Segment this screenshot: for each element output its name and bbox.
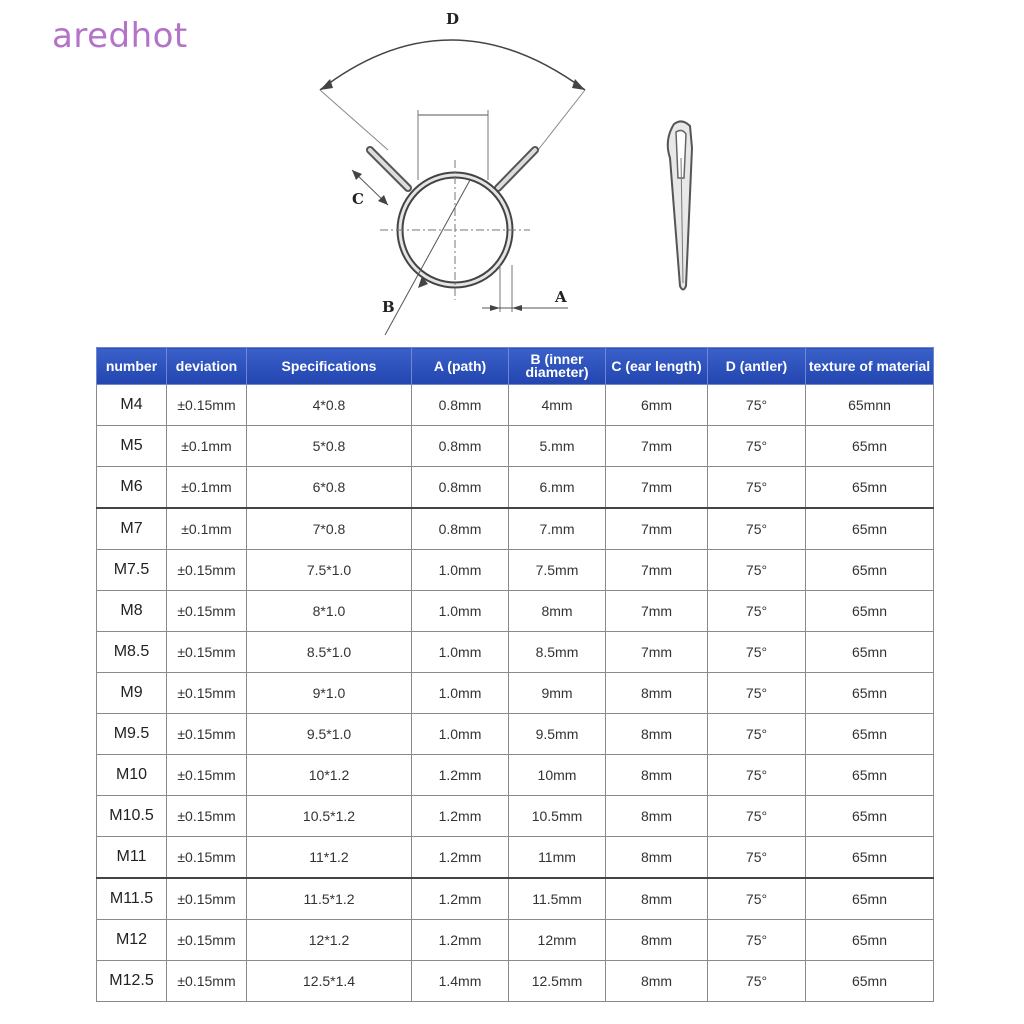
- cell-number: M6: [97, 467, 167, 509]
- cell-b: 12.5mm: [509, 961, 606, 1002]
- cell-a: 0.8mm: [412, 467, 509, 509]
- cell-a: 1.2mm: [412, 796, 509, 837]
- cell-c: 8mm: [606, 755, 708, 796]
- cell-number: M10.5: [97, 796, 167, 837]
- header-material: texture of material: [806, 348, 934, 385]
- cell-specifications: 12*1.2: [247, 920, 412, 961]
- cell-deviation: ±0.15mm: [167, 796, 247, 837]
- clip-ear-left: [370, 150, 408, 188]
- cell-specifications: 5*0.8: [247, 426, 412, 467]
- cell-specifications: 7*0.8: [247, 508, 412, 550]
- cell-deviation: ±0.15mm: [167, 920, 247, 961]
- cell-specifications: 7.5*1.0: [247, 550, 412, 591]
- cell-d: 75°: [708, 632, 806, 673]
- header-number: number: [97, 348, 167, 385]
- cell-d: 75°: [708, 467, 806, 509]
- clip-side-view: [650, 118, 710, 298]
- cell-b: 5.mm: [509, 426, 606, 467]
- cell-material: 65mn: [806, 426, 934, 467]
- cell-c: 7mm: [606, 591, 708, 632]
- cell-material: 65mn: [806, 673, 934, 714]
- cell-d: 75°: [708, 755, 806, 796]
- cell-deviation: ±0.1mm: [167, 426, 247, 467]
- header-d-antler: D (antler): [708, 348, 806, 385]
- cell-a: 1.0mm: [412, 632, 509, 673]
- cell-material: 65mn: [806, 632, 934, 673]
- cell-material: 65mn: [806, 467, 934, 509]
- cell-material: 65mn: [806, 878, 934, 920]
- cell-a: 1.4mm: [412, 961, 509, 1002]
- table-row: [97, 878, 934, 920]
- cell-material: 65mn: [806, 508, 934, 550]
- label-b: B: [382, 298, 395, 316]
- table-row: [97, 508, 934, 550]
- cell-d: 75°: [708, 714, 806, 755]
- cell-deviation: ±0.15mm: [167, 673, 247, 714]
- cell-c: 6mm: [606, 385, 708, 426]
- cell-a: 1.0mm: [412, 673, 509, 714]
- cell-specifications: 4*0.8: [247, 385, 412, 426]
- cell-number: M8: [97, 591, 167, 632]
- d-arc: [320, 40, 585, 90]
- cell-b: 9.5mm: [509, 714, 606, 755]
- cell-a: 1.0mm: [412, 550, 509, 591]
- cell-c: 8mm: [606, 878, 708, 920]
- cell-b: 4mm: [509, 385, 606, 426]
- cell-deviation: ±0.15mm: [167, 837, 247, 879]
- label-a: A: [555, 288, 567, 306]
- cell-a: 1.2mm: [412, 837, 509, 879]
- cell-material: 65mn: [806, 591, 934, 632]
- table-row: [97, 673, 934, 714]
- cell-d: 75°: [708, 837, 806, 879]
- cell-c: 8mm: [606, 796, 708, 837]
- cell-deviation: ±0.15mm: [167, 714, 247, 755]
- cell-d: 75°: [708, 920, 806, 961]
- cell-number: M11: [97, 837, 167, 879]
- cell-b: 10mm: [509, 755, 606, 796]
- cell-d: 75°: [708, 673, 806, 714]
- table-row: [97, 920, 934, 961]
- cell-specifications: 8*1.0: [247, 591, 412, 632]
- cell-material: 65mn: [806, 796, 934, 837]
- cell-deviation: ±0.15mm: [167, 385, 247, 426]
- clip-dimension-diagram: [300, 0, 620, 345]
- cell-c: 7mm: [606, 467, 708, 509]
- cell-specifications: 9*1.0: [247, 673, 412, 714]
- cell-d: 75°: [708, 591, 806, 632]
- table-row: [97, 632, 934, 673]
- cell-number: M11.5: [97, 878, 167, 920]
- cell-material: 65mn: [806, 837, 934, 879]
- cell-number: M10: [97, 755, 167, 796]
- cell-specifications: 12.5*1.4: [247, 961, 412, 1002]
- cell-d: 75°: [708, 796, 806, 837]
- table-header-row: [97, 348, 934, 385]
- cell-b: 11mm: [509, 837, 606, 879]
- cell-d: 75°: [708, 550, 806, 591]
- cell-material: 65mn: [806, 755, 934, 796]
- cell-b: 9mm: [509, 673, 606, 714]
- cell-d: 75°: [708, 878, 806, 920]
- table-row: [97, 426, 934, 467]
- label-d: D: [446, 10, 460, 28]
- cell-b: 6.mm: [509, 467, 606, 509]
- cell-number: M12.5: [97, 961, 167, 1002]
- cell-deviation: ±0.15mm: [167, 961, 247, 1002]
- cell-b: 8mm: [509, 591, 606, 632]
- table-row: [97, 550, 934, 591]
- label-c: C: [352, 190, 364, 208]
- cell-b: 10.5mm: [509, 796, 606, 837]
- cell-c: 7mm: [606, 508, 708, 550]
- cell-specifications: 6*0.8: [247, 467, 412, 509]
- cell-number: M9.5: [97, 714, 167, 755]
- table-row: [97, 796, 934, 837]
- cell-c: 8mm: [606, 837, 708, 879]
- clip-ear-right: [498, 150, 535, 188]
- d-arrow-left: [320, 79, 333, 90]
- brand-logo-text: aredhot: [52, 16, 188, 56]
- cell-c: 7mm: [606, 550, 708, 591]
- cell-number: M4: [97, 385, 167, 426]
- header-deviation: deviation: [167, 348, 247, 385]
- cell-a: 1.0mm: [412, 591, 509, 632]
- d-arrow-right: [572, 79, 585, 90]
- cell-a: 1.0mm: [412, 714, 509, 755]
- cell-c: 8mm: [606, 714, 708, 755]
- cell-c: 8mm: [606, 961, 708, 1002]
- cell-number: M5: [97, 426, 167, 467]
- cell-d: 75°: [708, 961, 806, 1002]
- header-b-inner-diameter: B (inner diameter): [509, 348, 606, 385]
- cell-deviation: ±0.15mm: [167, 632, 247, 673]
- cell-specifications: 9.5*1.0: [247, 714, 412, 755]
- spec-table: [96, 347, 934, 1002]
- table-row: [97, 961, 934, 1002]
- cell-c: 7mm: [606, 632, 708, 673]
- cell-c: 7mm: [606, 426, 708, 467]
- cell-material: 65mn: [806, 714, 934, 755]
- cell-a: 0.8mm: [412, 426, 509, 467]
- table-row: [97, 755, 934, 796]
- cell-d: 75°: [708, 385, 806, 426]
- cell-c: 8mm: [606, 673, 708, 714]
- cell-deviation: ±0.1mm: [167, 467, 247, 509]
- table-row: [97, 467, 934, 509]
- table-row: [97, 385, 934, 426]
- cell-specifications: 11*1.2: [247, 837, 412, 879]
- cell-a: 1.2mm: [412, 920, 509, 961]
- cell-number: M12: [97, 920, 167, 961]
- table-row: [97, 591, 934, 632]
- cell-a: 0.8mm: [412, 385, 509, 426]
- d-extension-right: [538, 90, 585, 150]
- cell-number: M7: [97, 508, 167, 550]
- cell-d: 75°: [708, 508, 806, 550]
- cell-material: 65mn: [806, 961, 934, 1002]
- cell-b: 11.5mm: [509, 878, 606, 920]
- cell-number: M9: [97, 673, 167, 714]
- cell-deviation: ±0.15mm: [167, 755, 247, 796]
- cell-deviation: ±0.1mm: [167, 508, 247, 550]
- cell-b: 7.mm: [509, 508, 606, 550]
- cell-a: 0.8mm: [412, 508, 509, 550]
- cell-deviation: ±0.15mm: [167, 550, 247, 591]
- cell-b: 12mm: [509, 920, 606, 961]
- cell-a: 1.2mm: [412, 755, 509, 796]
- cell-material: 65mn: [806, 920, 934, 961]
- cell-specifications: 10*1.2: [247, 755, 412, 796]
- cell-number: M8.5: [97, 632, 167, 673]
- header-a-path: A (path): [412, 348, 509, 385]
- cell-c: 8mm: [606, 920, 708, 961]
- cell-number: M7.5: [97, 550, 167, 591]
- header-c-ear-length: C (ear length): [606, 348, 708, 385]
- cell-specifications: 11.5*1.2: [247, 878, 412, 920]
- cell-deviation: ±0.15mm: [167, 591, 247, 632]
- table-row: [97, 837, 934, 879]
- cell-b: 8.5mm: [509, 632, 606, 673]
- cell-b: 7.5mm: [509, 550, 606, 591]
- cell-specifications: 8.5*1.0: [247, 632, 412, 673]
- d-extension-left: [320, 90, 388, 150]
- cell-a: 1.2mm: [412, 878, 509, 920]
- table-row: [97, 714, 934, 755]
- cell-d: 75°: [708, 426, 806, 467]
- header-specifications: Specifications: [247, 348, 412, 385]
- cell-material: 65mn: [806, 550, 934, 591]
- cell-material: 65mnn: [806, 385, 934, 426]
- cell-deviation: ±0.15mm: [167, 878, 247, 920]
- cell-specifications: 10.5*1.2: [247, 796, 412, 837]
